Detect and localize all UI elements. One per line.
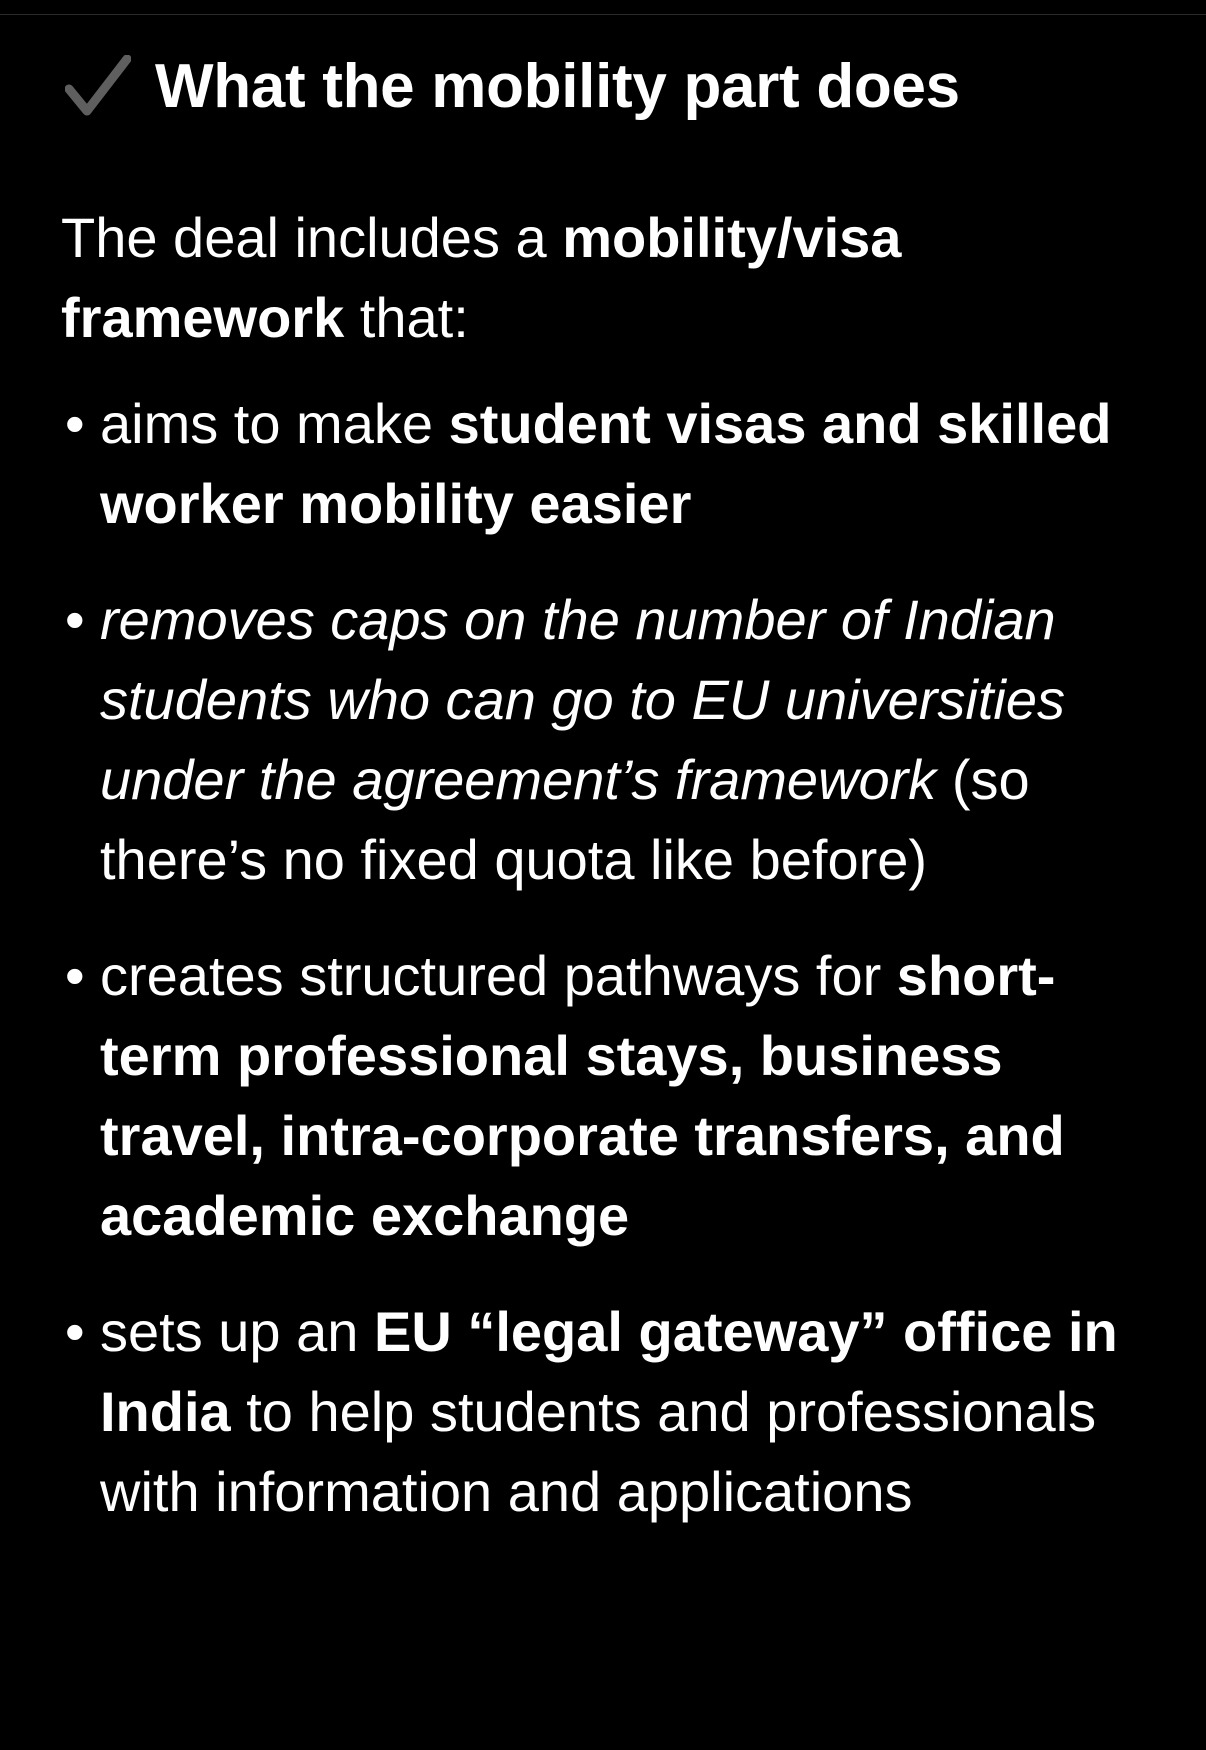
- message-content: [61, 44, 1171, 1568]
- bullet-4-bold: EU “legal gateway” office in India: [100, 1300, 1118, 1443]
- list-item: [61, 384, 1171, 544]
- list-item: [61, 936, 1171, 1256]
- heading-text: What the mobility part does: [155, 51, 960, 121]
- list-item: [61, 580, 1171, 900]
- top-divider: [0, 14, 1206, 15]
- check-mark-icon: [65, 55, 131, 117]
- bullet-marker: •: [65, 392, 85, 455]
- bullet-list: [61, 384, 1171, 1532]
- intro-prefix: The deal includes a: [61, 206, 563, 269]
- bullet-marker: •: [65, 588, 85, 651]
- bullet-4-suffix: to help students and professionals with information and applications: [100, 1380, 1097, 1523]
- bullet-3-prefix: creates structured pathways for: [100, 944, 897, 1007]
- intro-bold: mobility/visa framework: [61, 206, 902, 349]
- bullet-1-bold: student visas and skilled worker mobility easier: [100, 392, 1112, 535]
- bullet-marker: •: [65, 1300, 85, 1363]
- list-item: [61, 1292, 1171, 1532]
- intro-paragraph: [61, 198, 1061, 358]
- bullet-1-prefix: aims to make: [100, 392, 449, 455]
- bullet-2-italic: removes caps on the number of Indian students who can go to EU universities under the agreement’s framework: [100, 588, 1065, 811]
- section-heading: [65, 44, 1171, 128]
- bullet-4-prefix: sets up an: [100, 1300, 374, 1363]
- bullet-3-bold: short-term professional stays, business travel, intra-corporate transfers, and academic exchange: [100, 944, 1065, 1247]
- intro-suffix: that:: [344, 286, 469, 349]
- bullet-marker: •: [65, 944, 85, 1007]
- bullet-2-suffix: (so there’s no fixed quota like before): [100, 748, 1030, 891]
